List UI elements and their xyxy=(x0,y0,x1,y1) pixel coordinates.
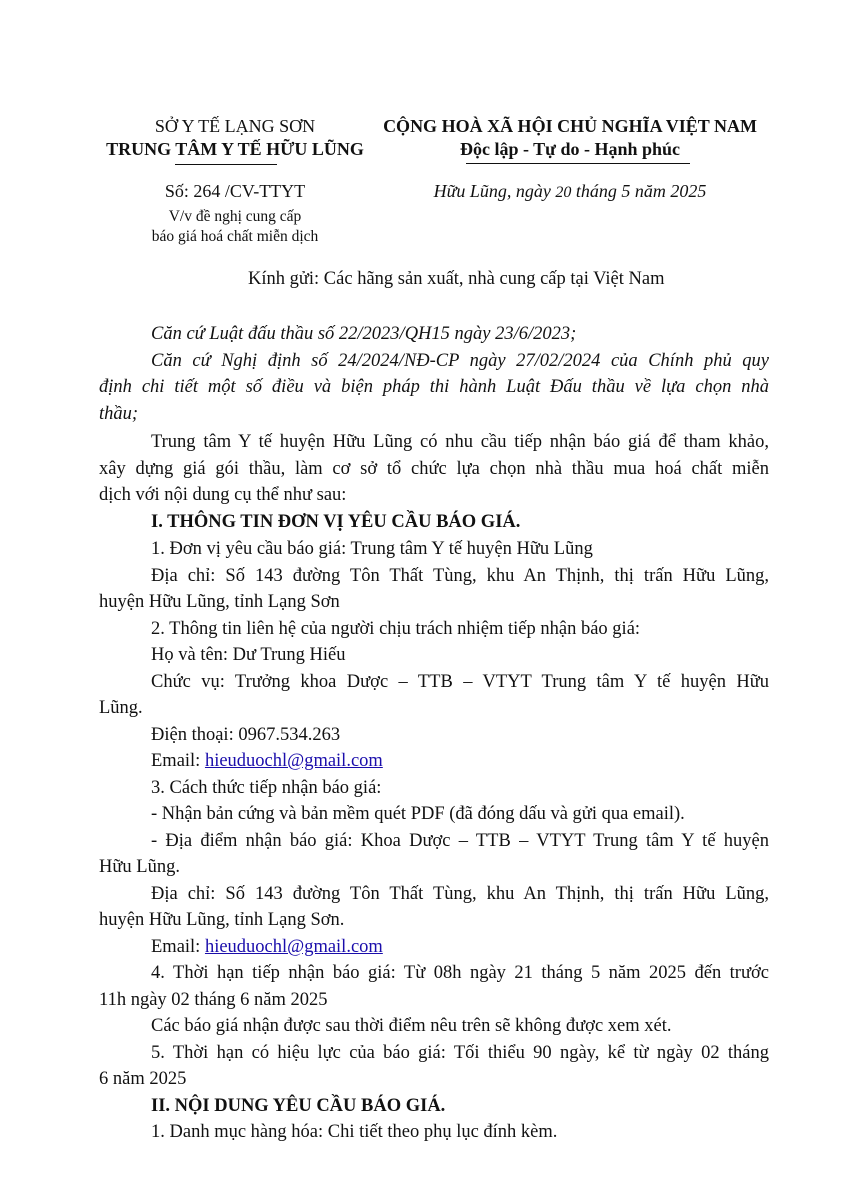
recipient: Kính gửi: Các hãng sản xuất, nhà cung cấp tại Việt Nam xyxy=(248,269,665,289)
intro-line-2: xây dựng giá gói thầu, làm cơ sở tổ chức lựa chọn nhà thầu mua hoá chất miễn xyxy=(99,459,769,479)
basis-law: Căn cứ Luật đấu thầu số 22/2023/QH15 ngày 23/6/2023; xyxy=(151,324,577,344)
intro-line-3: dịch với nội dung cụ thể như sau: xyxy=(99,485,347,505)
address2-line-1: Địa chỉ: Số 143 đường Tôn Thất Tùng, khu An Thịnh, thị trấn Hữu Lũng, xyxy=(151,884,769,904)
motto: Độc lập - Tự do - Hạnh phúc xyxy=(459,139,681,159)
intro-line-1: Trung tâm Y tế huyện Hữu Lũng có nhu cầu tiếp nhận báo giá để tham khảo, xyxy=(151,432,769,452)
nation-title: CỘNG HOÀ XÃ HỘI CHỦ NGHĨA VIỆT NAM xyxy=(383,116,757,136)
section-1-title: I. THÔNG TIN ĐƠN VỊ YÊU CẦU BÁO GIÁ. xyxy=(151,512,521,532)
email-label: Email: xyxy=(151,751,205,771)
contact-email-line xyxy=(151,749,383,773)
document-number: Số: 264 /CV-TTYT xyxy=(164,181,306,201)
subject-line-2: báo giá hoá chất miễn dịch xyxy=(151,228,319,245)
left-header-rule xyxy=(175,164,277,165)
email2-label: Email: xyxy=(151,937,205,957)
validity-line-1: 5. Thời hạn có hiệu lực của báo giá: Tối thiểu 90 ngày, kể từ ngày 02 tháng xyxy=(151,1043,769,1063)
contact-position-line-1: Chức vụ: Trưởng khoa Dược – TTB – VTYT Trung tâm Y tế huyện Hữu xyxy=(151,672,769,692)
email-link[interactable]: hieuduochl@gmail.com xyxy=(204,751,383,771)
section-2-title: II. NỘI DUNG YÊU CẦU BÁO GIÁ. xyxy=(151,1096,446,1116)
deadline-line-2: 11h ngày 02 tháng 6 năm 2025 xyxy=(99,990,328,1010)
department-name: SỞ Y TẾ LẠNG SƠN xyxy=(154,116,316,136)
subject-line-1: V/v đề nghị cung cấp xyxy=(168,208,302,225)
center-name: TRUNG TÂM Y TẾ HỮU LŨNG xyxy=(106,139,364,159)
deadline-line-1: 4. Thời hạn tiếp nhận báo giá: Từ 08h ngày 21 tháng 5 năm 2025 đến trước xyxy=(151,963,769,983)
contact-position-line-2: Lũng. xyxy=(99,698,143,718)
right-header-rule xyxy=(466,163,690,164)
basis-decree-line-1: Căn cứ Nghị định số 24/2024/NĐ-CP ngày 27/02/2024 của Chính phủ quy xyxy=(151,351,769,371)
contact-name: Họ và tên: Dư Trung Hiếu xyxy=(151,645,346,665)
email2-link[interactable]: hieuduochl@gmail.com xyxy=(204,937,383,957)
method-2-line-1: - Địa điểm nhận báo giá: Khoa Dược – TTB – VTYT Trung tâm Y tế huyện xyxy=(151,831,769,851)
late-note: Các báo giá nhận được sau thời điểm nêu trên sẽ không được xem xét. xyxy=(151,1016,672,1036)
email2-line xyxy=(151,935,383,959)
method-title: 3. Cách thức tiếp nhận báo giá: xyxy=(151,778,382,798)
contact-title: 2. Thông tin liên hệ của người chịu trách nhiệm tiếp nhận báo giá: xyxy=(151,619,641,639)
address-line-1: Địa chỉ: Số 143 đường Tôn Thất Tùng, khu An Thịnh, thị trấn Hữu Lũng, xyxy=(151,566,769,586)
method-2-line-2: Hữu Lũng. xyxy=(99,857,180,877)
validity-line-2: 6 năm 2025 xyxy=(99,1069,187,1089)
requesting-unit: 1. Đơn vị yêu cầu báo giá: Trung tâm Y tế huyện Hữu Lũng xyxy=(151,539,593,559)
contact-phone: Điện thoại: 0967.534.263 xyxy=(151,725,341,745)
date-prefix: Hữu Lũng, ngày xyxy=(433,181,551,201)
date-suffix: tháng 5 năm 2025 xyxy=(575,181,707,201)
method-1: - Nhận bản cứng và bản mềm quét PDF (đã đóng dấu và gửi qua email). xyxy=(151,804,685,824)
date-line xyxy=(370,181,770,202)
section-2-item-1: 1. Danh mục hàng hóa: Chi tiết theo phụ lục đính kèm. xyxy=(151,1122,558,1142)
address2-line-2: huyện Hữu Lũng, tỉnh Lạng Sơn. xyxy=(99,910,345,930)
basis-decree-line-3: thầu; xyxy=(99,404,139,424)
address-line-2: huyện Hữu Lũng, tỉnh Lạng Sơn xyxy=(99,592,340,612)
date-day: 20 xyxy=(555,184,572,201)
basis-decree-line-2: định chi tiết một số điều và biện pháp thi hành Luật Đấu thầu về lựa chọn nhà xyxy=(99,377,769,397)
